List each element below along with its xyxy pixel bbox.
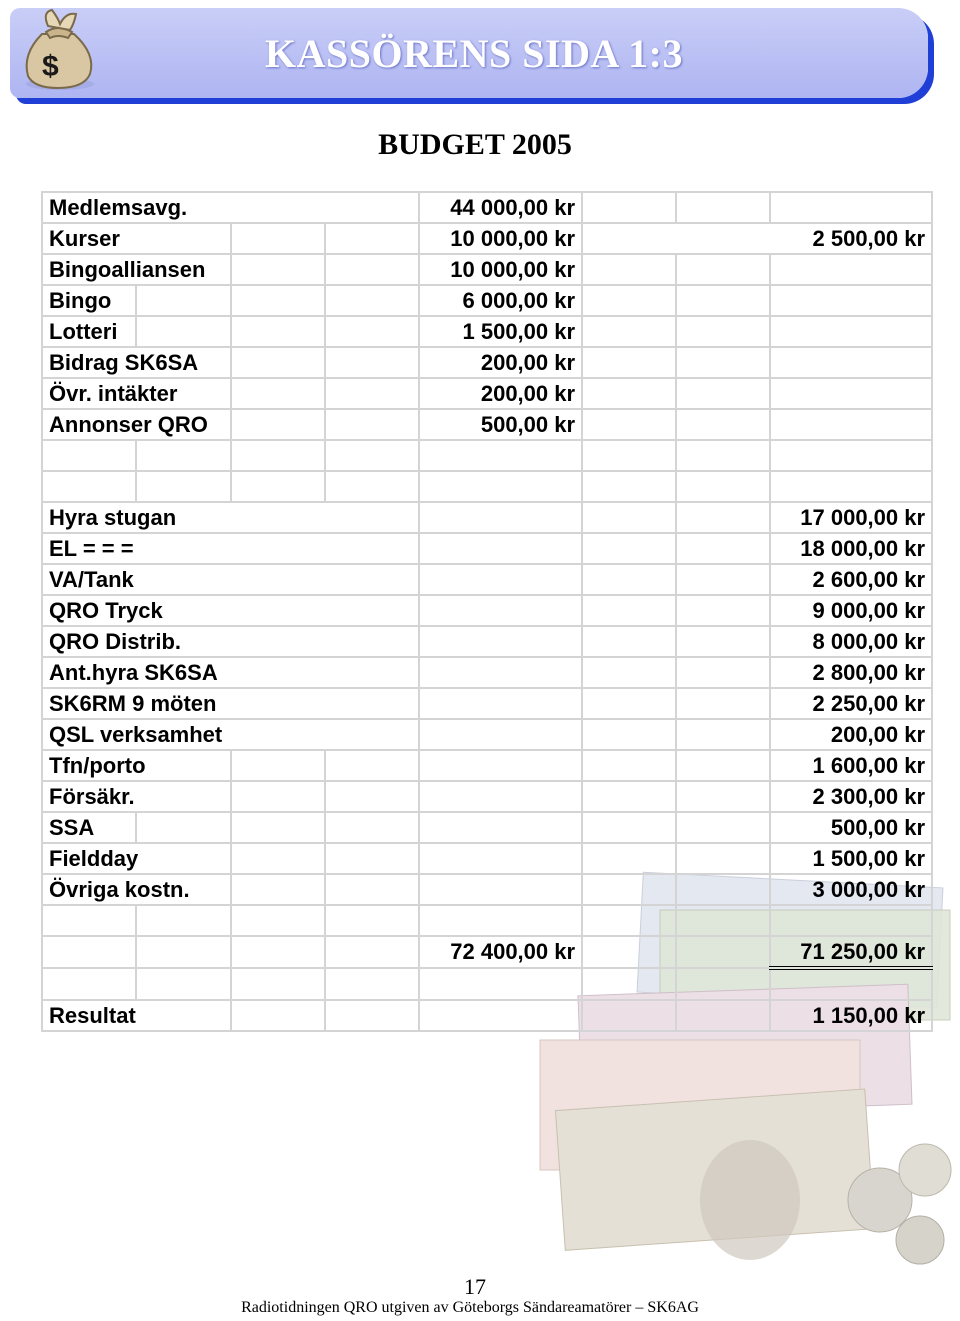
expense-amount: 18 000,00 kr xyxy=(770,533,932,564)
income-label: Övr. intäkter xyxy=(42,378,231,409)
result-amount: 1 150,00 kr xyxy=(770,1000,932,1031)
expense-label: QRO Distrib. xyxy=(42,626,419,657)
table-row xyxy=(42,812,932,843)
table-row xyxy=(42,285,932,316)
expense-label: EL = = = xyxy=(42,533,419,564)
income-amount: 200,00 kr xyxy=(419,378,582,409)
income-label: Medlemsavg. xyxy=(42,192,419,223)
budget-table xyxy=(41,191,933,1032)
table-row xyxy=(42,626,932,657)
expense-label: Försäkr. xyxy=(42,781,231,812)
result-row xyxy=(42,1000,932,1031)
expense-amount: 2 800,00 kr xyxy=(770,657,932,688)
income-label: Bidrag SK6SA xyxy=(42,347,231,378)
expense-amount: 2 250,00 kr xyxy=(770,688,932,719)
table-row xyxy=(42,378,932,409)
table-row-empty xyxy=(42,440,932,471)
table-row xyxy=(42,719,932,750)
income-amount: 500,00 kr xyxy=(419,409,582,440)
table-row xyxy=(42,595,932,626)
expense-label: QRO Tryck xyxy=(42,595,419,626)
expense-total: 71 250,00 kr xyxy=(770,936,932,968)
expense-amount: 9 000,00 kr xyxy=(770,595,932,626)
income-amount: 200,00 kr xyxy=(419,347,582,378)
income-label: Bingo xyxy=(42,285,136,316)
income-amount: 44 000,00 kr xyxy=(419,192,582,223)
income-label: Kurser xyxy=(42,223,231,254)
moneybag-icon xyxy=(12,4,102,94)
expense-label: SK6RM 9 möten xyxy=(42,688,419,719)
table-row xyxy=(42,781,932,812)
income-label: Lotteri xyxy=(42,316,136,347)
table-row xyxy=(42,750,932,781)
table-row-empty xyxy=(42,471,932,502)
income-amount: 1 500,00 kr xyxy=(419,316,582,347)
table-row xyxy=(42,843,932,874)
svg-text:$: $ xyxy=(42,50,59,83)
table-row xyxy=(42,874,932,905)
expense-label: Hyra stugan xyxy=(42,502,419,533)
income-amount: 6 000,00 kr xyxy=(419,285,582,316)
expense-amount: 17 000,00 kr xyxy=(770,502,932,533)
budget-title: BUDGET 2005 xyxy=(378,128,572,161)
expense-label: SSA xyxy=(42,812,136,843)
income-extra xyxy=(770,192,932,223)
expense-label: Ant.hyra SK6SA xyxy=(42,657,419,688)
income-amount: 10 000,00 kr xyxy=(419,254,582,285)
table-row xyxy=(42,316,932,347)
table-row xyxy=(42,688,932,719)
expense-label: VA/Tank xyxy=(42,564,419,595)
expense-amount: 8 000,00 kr xyxy=(770,626,932,657)
expense-label: Övriga kostn. xyxy=(42,874,231,905)
table-row-empty xyxy=(42,905,932,936)
page-number: 17 xyxy=(464,1274,486,1299)
expense-label: Tfn/porto xyxy=(42,750,231,781)
income-extra xyxy=(770,409,932,440)
income-extra: 2 500,00 kr xyxy=(770,223,932,254)
page-title: KASSÖRENS SIDA 1:3 xyxy=(265,31,684,76)
expense-amount: 3 000,00 kr xyxy=(770,874,932,905)
expense-label: QSL verksamhet xyxy=(42,719,419,750)
expense-amount: 2 300,00 kr xyxy=(770,781,932,812)
income-extra xyxy=(770,316,932,347)
table-row-empty xyxy=(42,968,932,1000)
income-extra xyxy=(770,285,932,316)
footer-text: Radiotidningen QRO utgiven av Göteborgs Sändareamatörer – SK6AG xyxy=(241,1299,699,1316)
table-row xyxy=(42,502,932,533)
expense-label: Fieldday xyxy=(42,843,231,874)
expense-amount: 1 500,00 kr xyxy=(770,843,932,874)
table-row xyxy=(42,564,932,595)
table-row xyxy=(42,533,932,564)
income-total: 72 400,00 kr xyxy=(419,936,582,968)
expense-amount: 200,00 kr xyxy=(770,719,932,750)
income-amount: 10 000,00 kr xyxy=(419,223,582,254)
table-row xyxy=(42,409,932,440)
income-extra xyxy=(770,378,932,409)
expense-amount: 500,00 kr xyxy=(770,812,932,843)
income-extra xyxy=(770,254,932,285)
income-label: Bingoalliansen xyxy=(42,254,231,285)
table-row xyxy=(42,192,932,223)
table-row xyxy=(42,347,932,378)
result-label: Resultat xyxy=(42,1000,231,1031)
table-row xyxy=(42,254,932,285)
table-row xyxy=(42,657,932,688)
table-row xyxy=(42,223,932,254)
totals-row xyxy=(42,936,932,968)
income-label: Annonser QRO xyxy=(42,409,231,440)
income-extra xyxy=(770,347,932,378)
expense-amount: 2 600,00 kr xyxy=(770,564,932,595)
expense-amount: 1 600,00 kr xyxy=(770,750,932,781)
